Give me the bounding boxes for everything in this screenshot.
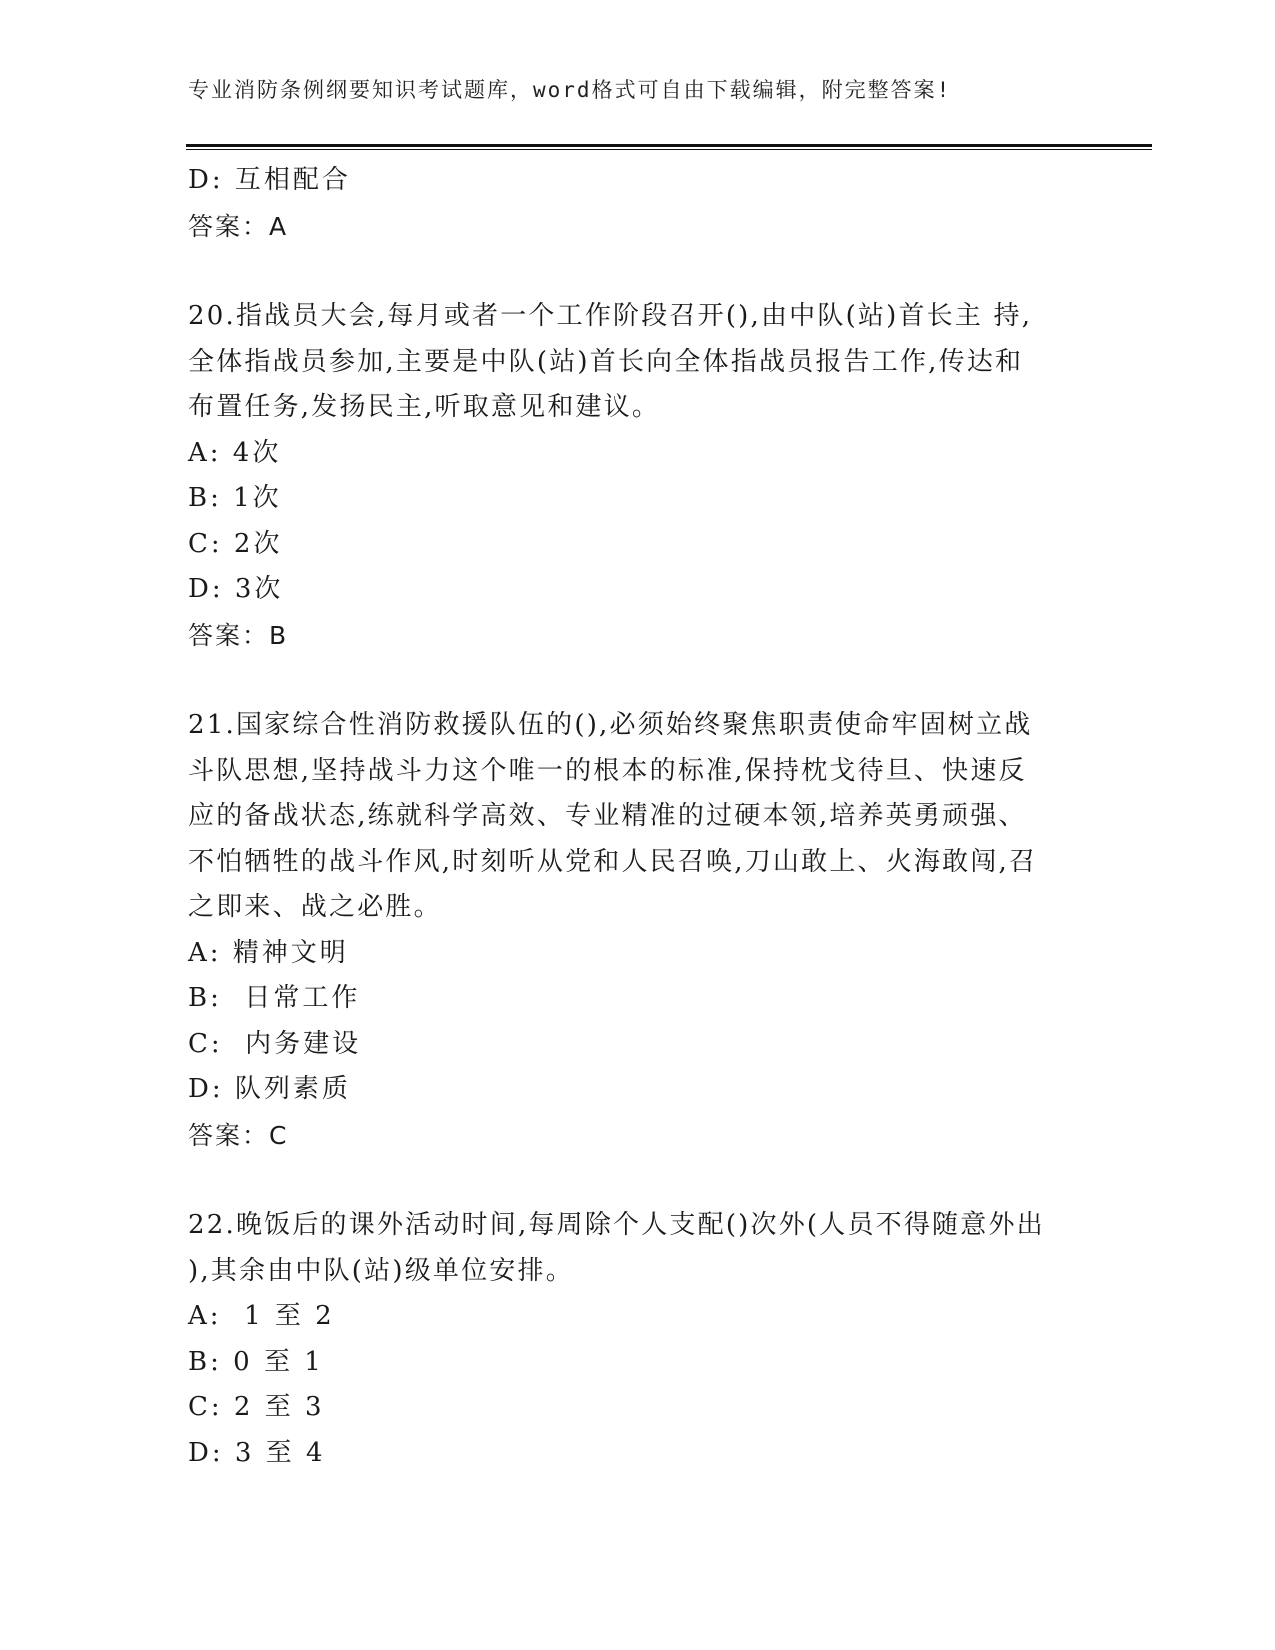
option-d: D: 队列素质 xyxy=(188,1074,351,1104)
option-d: D: 互相配合 xyxy=(188,165,351,195)
answer-line: 答案：A xyxy=(188,211,289,241)
option-d: D: 3次 xyxy=(188,574,284,604)
header-rule-thick xyxy=(186,144,1152,147)
question-stem-line: 20.指战员大会,每月或者一个工作阶段召开(),由中队(站)首长主 持, xyxy=(188,301,1033,331)
question-stem-line: 22.晚饭后的课外活动时间,每周除个人支配()次外(人员不得随意外出 xyxy=(188,1210,1045,1240)
option-b: B: 1次 xyxy=(188,483,282,513)
option-c: C: 2 至 3 xyxy=(188,1392,325,1422)
answer-line: 答案：B xyxy=(188,620,289,650)
option-d: D: 3 至 4 xyxy=(188,1437,326,1468)
answer-line: 答案：C xyxy=(188,1120,289,1150)
question-stem-line: 应的备战状态,练就科学高效、专业精准的过硬本领,培养英勇顽强、 xyxy=(188,801,1027,831)
option-b: B: 日常工作 xyxy=(188,983,361,1013)
option-a: A: 4次 xyxy=(188,437,282,468)
question-stem-line: 不怕牺牲的战斗作风,时刻听从党和人民召唤,刀山敢上、火海敢闯,召 xyxy=(188,846,1038,877)
option-c: C: 2次 xyxy=(188,528,283,559)
question-stem-line: 布置任务,发扬民主,听取意见和建议。 xyxy=(188,392,661,422)
question-22 xyxy=(188,1203,1088,1476)
question-stem-line: 斗队思想,坚持战斗力这个唯一的根本的标准,保持枕戈待旦、快速反 xyxy=(188,755,1027,786)
document-body xyxy=(188,158,1088,1476)
spacer xyxy=(188,249,1088,294)
option-b: B: 0 至 1 xyxy=(188,1346,324,1377)
page-header: 专业消防条例纲要知识考试题库，word格式可自由下载编辑，附完整答案! xyxy=(188,78,952,102)
spacer xyxy=(188,1158,1088,1203)
question-stem-line: 21.国家综合性消防救援队伍的(),必须始终聚焦职责使命牢固树立战 xyxy=(188,710,1033,740)
spacer xyxy=(188,658,1088,703)
header-rule-thin xyxy=(186,149,1152,150)
question-stem-line: 之即来、战之必胜。 xyxy=(188,892,442,922)
question-21 xyxy=(188,703,1088,1158)
option-a: A: 精神文明 xyxy=(188,937,349,968)
question-20 xyxy=(188,294,1088,658)
question-stem-line: 全体指战员参加,主要是中队(站)首长向全体指战员报告工作,传达和 xyxy=(188,346,1024,377)
option-a: A: 1 至 2 xyxy=(188,1301,335,1331)
option-c: C: 内务建设 xyxy=(188,1028,362,1059)
question-stem-line: ),其余由中队(站)级单位安排。 xyxy=(188,1255,574,1286)
